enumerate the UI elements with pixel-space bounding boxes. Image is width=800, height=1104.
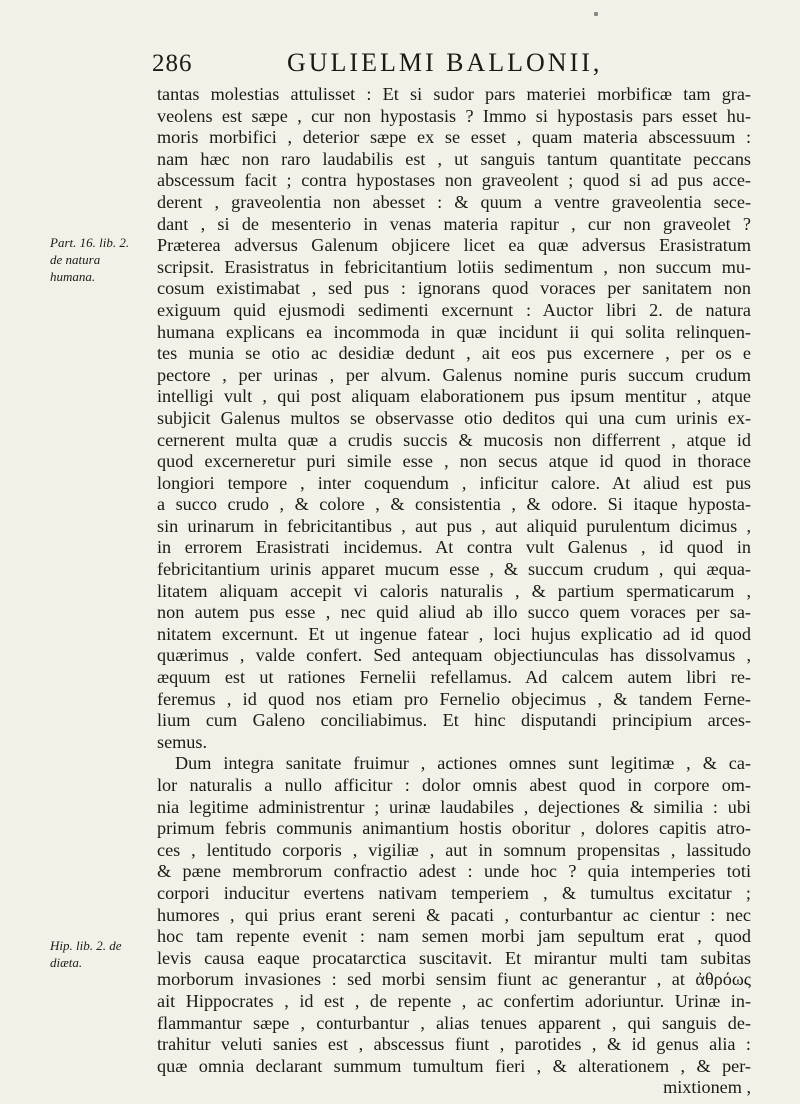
text-line: levis causa eaque procatarctica suscitavit. Et mirantur multi tam subitas xyxy=(157,947,751,968)
text-line: sin urinarum in febricitantibus , aut pus , aut aliquid purulentum dicimus , xyxy=(157,515,751,536)
text-line: subjicit Galenus multos se observasse otio deditos qui una cum urinis ex- xyxy=(157,407,751,428)
text-line: nam hæc non raro laudabilis est , ut sanguis tantum quantitate peccans xyxy=(157,148,751,169)
margin-note-line: de natura xyxy=(50,252,101,267)
text-line: quæ omnia declarant summum tumultum fieri , & alterationem , & per- xyxy=(157,1055,751,1076)
text-line: scripsit. Erasistratus in febricitantium lotiis sedimentum , non succum mu- xyxy=(157,256,751,277)
text-line: longiori tempore , inter coquendum , inficitur calore. At aliud est pus xyxy=(157,472,751,493)
text-line: primum febris communis animantium hostis oboritur , dolores capitis atro- xyxy=(157,818,751,839)
text-line: cernerent multa quæ a crudis succis & mucosis non differrent , atque id xyxy=(157,429,751,450)
text-line: æquum est ut rationes Fernelii refellamus. Ad calcem autem libri re- xyxy=(157,667,751,688)
margin-note-natura-humana xyxy=(50,234,154,285)
text-line: abscessum facit ; contra hypostases non graveolent ; quod si ad pus acce- xyxy=(157,170,751,191)
text-line: non autem pus esse , nec quid aliud ab illo succo quem voraces per sa- xyxy=(157,602,751,623)
text-line: Præterea adversus Galenum objicere licet ea quæ adversus Erasistratum xyxy=(157,235,751,256)
margin-note-diaeta xyxy=(50,937,154,971)
margin-note-line: humana. xyxy=(50,269,96,284)
running-title: GULIELMI BALLONII, xyxy=(287,48,603,77)
margin-note-line: Part. 16. lib. 2. xyxy=(50,235,130,250)
text-line: febricitantium urinis apparet mucum esse , & succum crudum , qui æqua- xyxy=(157,559,751,580)
page-number: 286 xyxy=(152,50,193,77)
text-line: quod excerneretur puri simile esse , non secus atque id quod in thorace xyxy=(157,451,751,472)
text-line: litatem aliquam accepit vi caloris naturalis , & partium spermaticarum , xyxy=(157,580,751,601)
text-line: dant , si de mesenterio in venas materia rapitur , cur non graveolet ? xyxy=(157,213,751,234)
text-line: derent , graveolentia non abesset : & quum a ventre graveolentia sece- xyxy=(157,191,751,212)
text-line: humana explicans ea incommoda in quæ incidunt ii qui solita relinquen- xyxy=(157,321,751,342)
print-mark xyxy=(594,12,598,16)
text-line: nia legitime administrentur ; urinæ laudabiles , dejectiones & similia : ubi xyxy=(157,796,751,817)
margin-note-line: diæta. xyxy=(50,955,83,970)
text-line: cosum existimabat , sed pus : ignorans quod voraces per sanitatem non xyxy=(157,278,751,299)
text-line: corpori inducitur evertens nativam temperiem , & tumultus excitatur ; xyxy=(157,882,751,903)
running-header xyxy=(152,44,748,84)
text-line: tantas molestias attulisset : Et si sudor pars materiei morbificæ tam gra- xyxy=(157,84,751,104)
text-line: hoc tam repente evenit : nam semen morbi jam sepultum erat , quod xyxy=(157,926,751,947)
text-line: humores , qui prius erant sereni & pacati , conturbantur ac cientur : nec xyxy=(157,904,751,925)
text-line: exiguum quid ejusmodi sedimenti excernunt : Auctor libri 2. de natura xyxy=(157,299,751,320)
text-line: & pæne membrorum confractio adest : unde hoc ? quia intemperies toti xyxy=(157,861,751,882)
text-line: mixtionem , xyxy=(663,1077,751,1098)
text-line: intelligi vult , qui post aliquam elaborationem pus ipsum mentitur , atque xyxy=(157,386,751,407)
text-line: lium cum Galeno conciliabimus. Et hinc disputandi principium arces- xyxy=(157,710,751,731)
text-line: feremus , id quod nos etiam pro Fernelio objecimus , & tandem Ferne- xyxy=(157,688,751,709)
text-line: ces , lentitudo corporis , vigiliæ , aut in somnum propensitas , lassitudo xyxy=(157,839,751,860)
text-line: semus. xyxy=(157,731,208,752)
text-line: Dum integra sanitate fruimur , actiones omnes sunt legitimæ , & ca- xyxy=(175,753,751,774)
text-line: flammantur sæpe , conturbantur , alias tenues apparent , qui sanguis de- xyxy=(157,1012,751,1033)
text-line: quærimus , valde confert. Sed antequam objectiunculas has dissolvamus , xyxy=(157,645,751,666)
margin-note-line: Hip. lib. 2. de xyxy=(50,938,122,953)
text-line: trahitur veluti sanies est , abscessus fiunt , parotides , & id genus alia : xyxy=(157,1034,751,1055)
body-text xyxy=(157,84,751,1099)
text-line: in errorem Erasistrati incidemus. At contra vult Galenus , id quod in xyxy=(157,537,751,558)
text-line: ait Hippocrates , id est , de repente , ac confertim adoriuntur. Urinæ in- xyxy=(157,990,751,1011)
text-line: tes munia se otio ac desidiæ dedunt , ait eos pus excernere , per os e xyxy=(157,343,751,364)
text-line: veolens est sæpe , cur non hypostasis ? Immo si hypostasis pars esset hu- xyxy=(157,105,751,126)
text-line: pectore , per urinas , per alvum. Galenus nomine puris succum crudum xyxy=(157,364,751,385)
text-line: lor naturalis a nullo afficitur : dolor omnis abest quod in corpore om- xyxy=(157,775,751,795)
text-line: nitatem excernunt. Et ut ingenue fatear , loci hujus explicatio ad id quod xyxy=(157,623,751,644)
text-line: moris morbifici , deterior sæpe ex se esset , quam materia abscessuum : xyxy=(157,127,751,148)
text-line: a succo crudo , & colore , & consistentia , & odore. Si itaque hyposta- xyxy=(157,494,751,515)
text-line: morborum invasiones : sed morbi sensim fiunt ac generantur , at ἀθρόως xyxy=(157,969,751,990)
